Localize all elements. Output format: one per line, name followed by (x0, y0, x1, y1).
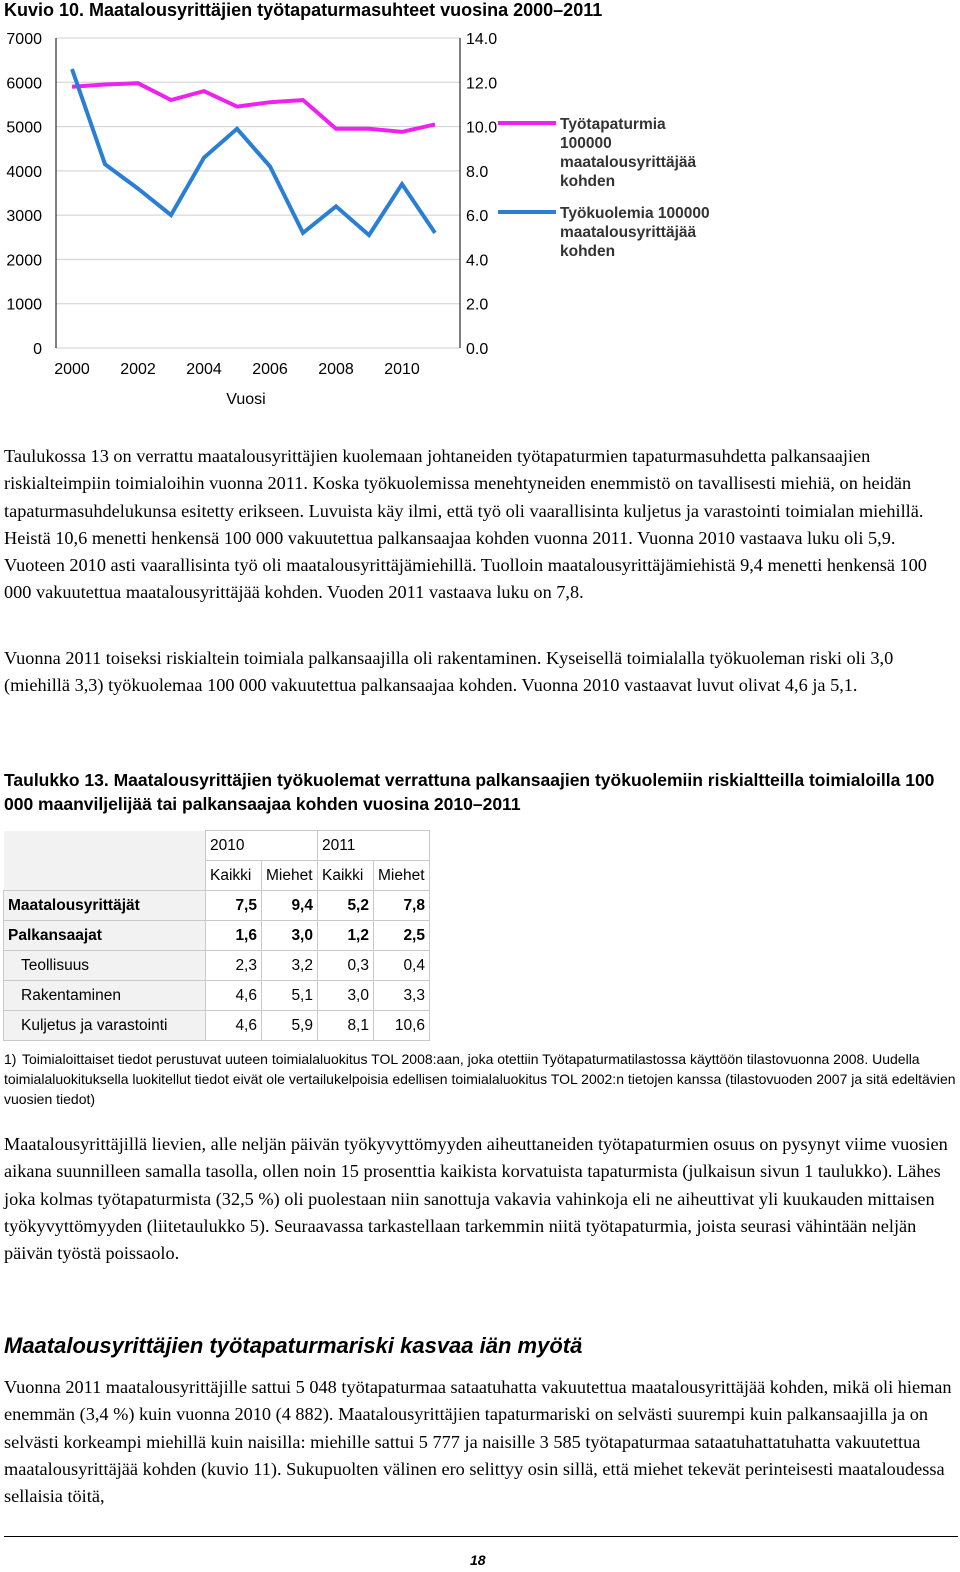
legend-label: Työtapaturmia (560, 116, 666, 133)
x-tick-label: 2006 (252, 361, 288, 378)
table-cell: 5,1 (262, 981, 318, 1011)
legend-label: 100000 (560, 135, 612, 152)
series-line-1 (72, 83, 435, 132)
table-cell: 5,9 (262, 1011, 318, 1041)
legend-label: maatalousyrittäjää (560, 224, 697, 241)
table-cell: 4,6 (206, 1011, 262, 1041)
x-tick-label: 2002 (120, 361, 156, 378)
table-footnote (4, 1049, 958, 1109)
x-tick-label: 2008 (318, 361, 354, 378)
x-axis-label: Vuosi (226, 391, 266, 408)
y-right-tick-label: 0.0 (466, 341, 489, 358)
table-cell: 3,0 (318, 981, 374, 1011)
x-tick-label: 2010 (384, 361, 420, 378)
table-header-row-years (4, 831, 430, 861)
table-row (4, 1011, 430, 1041)
table-subheader: Kaikki (206, 861, 262, 891)
table-cell: 4,6 (206, 981, 262, 1011)
legend-label: kohden (560, 243, 616, 260)
table-row-label: Teollisuus (4, 951, 206, 981)
legend-label: kohden (560, 173, 616, 190)
page-footer-rule (4, 1536, 958, 1537)
page-number: 18 (470, 1552, 486, 1568)
table-cell: 3,0 (262, 921, 318, 951)
table-row (4, 921, 430, 951)
y-right-tick-label: 4.0 (466, 252, 489, 270)
table-cell: 7,8 (374, 891, 430, 921)
y-left-tick-label: 0 (33, 341, 42, 358)
x-tick-label: 2004 (186, 361, 222, 378)
y-left-tick-label: 7000 (6, 31, 42, 48)
legend-label: maatalousyrittäjää (560, 154, 697, 171)
intro-paragraph-2: Vuonna 2011 toiseksi riskialtein toimiala palkansaajilla oli rakentaminen. Kyseisellä toimialalla työkuoleman riski oli 3,0 (miehillä 3,3) työkuolemaa 100 000 vakuutettua palkansaajaa kohden. Vuonna 2010 vastaavat luvut olivat 4,6 ja 5,1. (4, 648, 894, 696)
table-row (4, 891, 430, 921)
y-left-tick-label: 5000 (6, 119, 42, 137)
table-row-label: Rakentaminen (4, 981, 206, 1011)
body-paragraph-3: Maatalousyrittäjillä lievien, alle neljän päivän työkyvyttömyyden aiheuttaneiden työtapaturmien osuus on pysynyt viime vuosien aikana suunnilleen samalla tasolla, ollen noin 15 prosenttia kaikista korvatuista tapaturmista (julkaisun sivun 1 taulukko). Lähes joka kolmas työtapaturmista (32,5 %) oli puolestaan niin sanottuja vakavia vahinkoja eli ne aiheuttivat yli kuukauden mittaisen työkyvyttömyyden (liitetaulukko 5). Seuraavassa tarkastellaan tarkemmin niitä työtapaturmia, joista seurasi vähintään neljän päivän työstä poissaolo. (4, 1134, 948, 1264)
intro-paragraph-1: Taulukossa 13 on verrattu maatalousyrittäjien kuolemaan johtaneiden työtapaturmien tapaturmasuhdetta palkansaajien riskialteimpiin toimialoihin vuonna 2011. Koska työkuolemissa menehtyneiden enemmistö on tavallisesti miehiä, on heidän tapaturmasuhdelukunsa esitetty erikseen. Luvuista käy ilmi, että työ oli vaarallisinta kuljetus ja varastointi toimialan miehillä. Heistä 10,6 menetti henkensä 100 000 vakuutettua palkansaajaa kohden vuonna 2011. Vuonna 2010 vastaava luku oli 5,9. Vuoteen 2010 asti vaarallisinta työ oli maatalousyrittäjämiehillä. Tuolloin maatalousyrittäjämiehistä 9,4 menetti henkensä 100 000 vakuutettua maatalousyrittäjää kohden. Vuoden 2011 vastaava luku on 7,8. (4, 446, 927, 603)
table-subheader: Miehet (262, 861, 318, 891)
table-cell: 3,2 (262, 951, 318, 981)
table-year-2011: 2011 (318, 831, 430, 861)
table-subheader: Miehet (374, 861, 430, 891)
table-row-label: Palkansaajat (4, 921, 206, 951)
table-cell: 2,5 (374, 921, 430, 951)
section-heading: Maatalousyrittäjien työtapaturmariski kasvaa iän myötä (4, 1333, 583, 1358)
fatality-table (3, 830, 430, 1041)
table-cell: 7,5 (206, 891, 262, 921)
section-paragraph: Vuonna 2011 maatalousyrittäjille sattui 5 048 työtapaturmaa sataatuhatta vakuutettua maatalousyrittäjää kohden, mikä oli hieman enemmän (3,4 %) kuin vuonna 2010 (4 882). Maatalousyrittäjien tapaturmariski on selvästi suurempi kuin palkansaajilla ja on selvästi korkeampi miehillä kuin naisilla: miehille sattui 5 777 ja naisille 3 585 työtapaturmaa sataatuhattatuhatta vakuutettua maatalousyrittäjää kohden (kuvio 11). Sukupuolten välinen ero selittyy osin sillä, että miehet tekevät perinteisesti maataloudessa sellaisia töitä, (4, 1377, 952, 1507)
table-corner-cell (4, 831, 206, 861)
y-left-tick-label: 6000 (6, 75, 42, 93)
x-tick-label: 2000 (54, 361, 90, 378)
y-left-tick-label: 4000 (6, 163, 42, 181)
figure-caption: Kuvio 10. Maatalousyrittäjien työtapaturmasuhteet vuosina 2000–2011 (4, 0, 603, 20)
table-cell: 3,3 (374, 981, 430, 1011)
y-right-tick-label: 10.0 (466, 119, 498, 137)
table-corner-cell (4, 861, 206, 891)
table-cell: 9,4 (262, 891, 318, 921)
table-cell: 10,6 (374, 1011, 430, 1041)
table-cell: 5,2 (318, 891, 374, 921)
accident-rate-chart (0, 28, 740, 408)
y-left-tick-label: 1000 (6, 296, 42, 314)
footnote-text: Toimialoittaiset tiedot perustuvat uuteen toimialaluokitus TOL 2008:aan, joka otettiin Työtapaturmatilastossa käyttöön tilastovuonna 2008. Uudella toimialaluokituksella luokitellut tiedot eivät ole vertailukelpoisia edellisen toimialaluokitus TOL 2002:n tietojen kanssa (tilastovuoden 2007 ja sitä edeltävien vuosien tiedot) (4, 1051, 956, 1107)
table-row-label: Maatalousyrittäjät (4, 891, 206, 921)
legend-label: Työkuolemia 100000 (560, 205, 710, 222)
table-row (4, 981, 430, 1011)
y-right-tick-label: 2.0 (466, 296, 489, 314)
table-year-2010: 2010 (206, 831, 318, 861)
footnote-marker: 1) (4, 1051, 17, 1067)
table-cell: 0,3 (318, 951, 374, 981)
y-left-tick-label: 3000 (6, 208, 42, 226)
table-cell: 1,6 (206, 921, 262, 951)
y-left-tick-label: 2000 (6, 252, 42, 270)
table-header-row-groups (4, 861, 430, 891)
series-line-2 (72, 69, 435, 235)
table-caption: Taulukko 13. Maatalousyrittäjien työkuolemat verrattuna palkansaajien työkuolemiin riskialtteilla toimialoilla 100 000 maanviljelijää tai palkansaajaa kohden vuosina 2010–2011 (4, 770, 935, 814)
table-cell: 2,3 (206, 951, 262, 981)
table-row-label: Kuljetus ja varastointi (4, 1011, 206, 1041)
table-cell: 8,1 (318, 1011, 374, 1041)
y-right-tick-label: 8.0 (466, 163, 489, 181)
y-right-tick-label: 14.0 (466, 31, 498, 48)
y-right-tick-label: 6.0 (466, 208, 489, 226)
table-cell: 0,4 (374, 951, 430, 981)
table-subheader: Kaikki (318, 861, 374, 891)
y-right-tick-label: 12.0 (466, 75, 498, 93)
table-cell: 1,2 (318, 921, 374, 951)
table-row (4, 951, 430, 981)
